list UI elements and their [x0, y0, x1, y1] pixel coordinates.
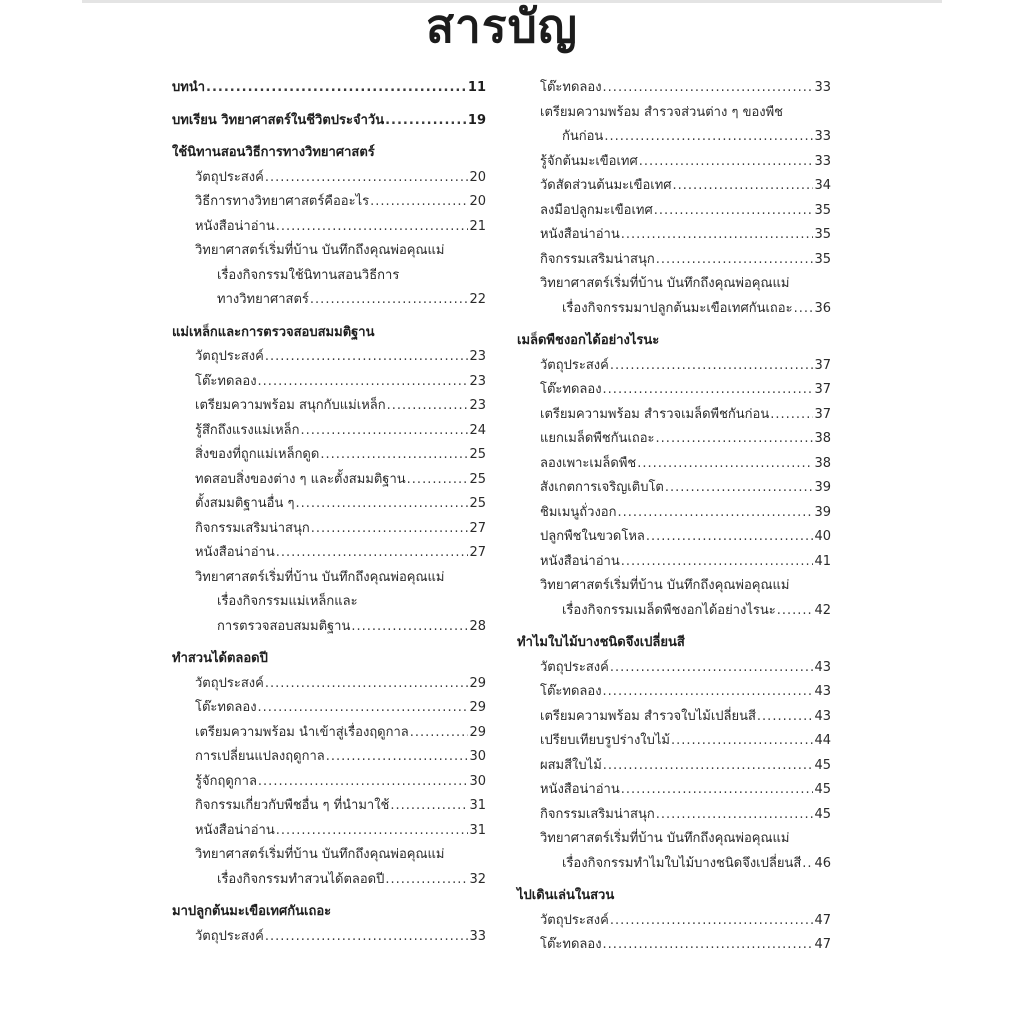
- toc-page-number: 29: [469, 700, 486, 715]
- toc-entry: [517, 378, 831, 403]
- toc-entry: [517, 297, 831, 322]
- toc-page-number: 20: [469, 169, 486, 185]
- dot-leader: [276, 541, 469, 566]
- toc-entry-title: เรื่องกิจกรรมมาปลูกต้นมะเขือเทศกันเถอะ: [562, 300, 793, 316]
- dot-leader: [265, 166, 469, 191]
- dot-leader: [618, 501, 814, 526]
- toc-entry-title: ทดสอบสิ่งของต่าง ๆ และตั้งสมมติฐาน: [195, 471, 406, 487]
- dot-leader: [410, 721, 469, 746]
- dot-leader: [802, 852, 813, 877]
- toc-entry: [172, 492, 486, 517]
- toc-entry-title: หนังสือน่าอ่าน: [540, 782, 620, 797]
- dot-leader: [265, 925, 469, 950]
- toc-page-number: 41: [814, 553, 831, 569]
- toc-entry-title: วิทยาศาสตร์เริ่มที่บ้าน บันทึกถึงคุณพ่อคุณแม่: [540, 831, 790, 846]
- toc-entry: [172, 517, 486, 542]
- toc-left-column: [172, 76, 486, 949]
- dot-leader: [258, 370, 469, 395]
- toc-page-number: 27: [469, 520, 486, 536]
- toc-entry: [517, 452, 831, 477]
- toc-entry-title: วัตถุประสงค์: [195, 675, 264, 691]
- dot-leader: [621, 778, 814, 803]
- toc-entry-title: วัดสัดส่วนต้นมะเขือเทศ: [540, 178, 672, 193]
- toc-page-number: 33: [814, 129, 831, 144]
- toc-entry-title: การเปลี่ยนแปลงฤดูกาล: [195, 749, 325, 764]
- toc-page-number: 33: [469, 928, 486, 944]
- toc-heading: [517, 329, 831, 354]
- toc-entry: [517, 574, 831, 599]
- toc-page-number: 44: [814, 733, 831, 748]
- toc-entry: [517, 778, 831, 803]
- toc-entry-title: เรื่องกิจกรรมทำไมใบไม้บางชนิดจึงเปลี่ยนสี: [562, 855, 802, 871]
- toc-page-number: 43: [814, 659, 831, 675]
- toc-entry-title: โต๊ะทดลอง: [195, 700, 257, 715]
- toc-entry-title: เปรียบเทียบรูปร่างใบไม้: [540, 733, 670, 748]
- dot-leader: [637, 452, 813, 477]
- dot-leader: [276, 215, 469, 240]
- toc-entry: [172, 166, 486, 191]
- dot-leader: [407, 468, 469, 493]
- toc-entry: [517, 174, 831, 199]
- dot-leader: [390, 794, 468, 819]
- toc-entry: [517, 223, 831, 248]
- toc-entry-title: เรื่องกิจกรรมเมล็ดพืชงอกได้อย่างไรนะ: [562, 602, 776, 618]
- toc-entry-title: กิจกรรมเสริมน่าสนุก: [540, 251, 655, 267]
- toc-page-number: 34: [814, 178, 831, 193]
- toc-entry: [172, 696, 486, 721]
- toc-page-number: 46: [814, 855, 831, 871]
- toc-entry-title: บทนำ: [172, 80, 206, 95]
- toc-page-number: 20: [469, 194, 486, 209]
- toc-entry-title: แยกเมล็ดพืชกันเถอะ: [540, 431, 655, 446]
- toc-entry-title: สิ่งของที่ถูกแม่เหล็กดูด: [195, 447, 320, 462]
- toc-entry-title: กิจกรรมเสริมน่าสนุก: [195, 520, 310, 536]
- toc-heading: [517, 631, 831, 656]
- toc-entry-title: เตรียมความพร้อม สำรวจเมล็ดพืชกันก่อน: [540, 406, 770, 422]
- toc-entry: [517, 501, 831, 526]
- toc-entry-title: ปลูกพืชในขวดโหล: [540, 529, 645, 544]
- toc-entry: [172, 925, 486, 950]
- dot-leader: [665, 476, 814, 501]
- toc-entry-title: ทางวิทยาศาสตร์: [217, 292, 309, 307]
- toc-entry: [517, 754, 831, 779]
- toc-page-number: 35: [814, 251, 831, 267]
- toc-entry-title: เมล็ดพืชงอกได้อย่างไรนะ: [517, 333, 660, 348]
- toc-page-number: 23: [469, 349, 486, 364]
- toc-entry: [517, 852, 831, 877]
- toc-entry: [172, 394, 486, 419]
- dot-leader: [621, 223, 814, 248]
- toc-entry: [172, 615, 486, 640]
- toc-entry-title: โต๊ะทดลอง: [540, 382, 602, 397]
- toc-page-number: 31: [469, 822, 486, 838]
- dot-leader: [610, 909, 814, 934]
- toc-page-number: 27: [469, 545, 486, 560]
- toc-entry: [517, 550, 831, 575]
- toc-entry: [172, 190, 486, 215]
- toc-entry-title: ชิมเมนูถั่วงอก: [540, 504, 617, 520]
- toc-entry: [517, 680, 831, 705]
- toc-entry-title: เรื่องกิจกรรมแม่เหล็กและ: [217, 594, 358, 609]
- dot-leader: [757, 705, 814, 730]
- toc-page-number: 37: [814, 406, 831, 422]
- toc-entry: [517, 827, 831, 852]
- toc-entry: [172, 868, 486, 893]
- dot-leader: [794, 297, 814, 322]
- toc-entry: [517, 272, 831, 297]
- toc-entry-title: สังเกตการเจริญเติบโต: [540, 480, 664, 495]
- toc-page-number: 23: [469, 398, 486, 413]
- toc-page-number: 25: [469, 471, 486, 487]
- dot-leader: [258, 696, 469, 721]
- toc-heading: [172, 900, 486, 925]
- toc-page-number: 47: [814, 937, 831, 952]
- toc-entry: [517, 150, 831, 175]
- dot-leader: [656, 248, 814, 273]
- toc-entry-title: บทเรียน วิทยาศาสตร์ในชีวิตประจำวัน: [172, 112, 385, 128]
- dot-leader: [265, 672, 469, 697]
- toc-entry-title: กิจกรรมเกี่ยวกับพืชอื่น ๆ ที่นำมาใช้: [195, 798, 390, 813]
- toc-entry-title: วัตถุประสงค์: [195, 349, 264, 364]
- toc-heading: [172, 141, 486, 166]
- toc-entry: [517, 599, 831, 624]
- toc-page-number: 37: [814, 382, 831, 397]
- toc-entry: [172, 721, 486, 746]
- toc-entry-title: โต๊ะทดลอง: [540, 937, 602, 952]
- toc-entry-title: เตรียมความพร้อม นำเข้าสู่เรื่องฤดูกาล: [195, 724, 409, 740]
- toc-page-number: 25: [469, 496, 486, 511]
- toc-entry: [517, 803, 831, 828]
- toc-page-number: 24: [469, 422, 486, 438]
- dot-leader: [276, 819, 469, 844]
- dot-leader: [603, 76, 814, 101]
- toc-page-number: 31: [469, 798, 486, 813]
- toc-entry: [517, 705, 831, 730]
- toc-entry-title: ตั้งสมมติฐานอื่น ๆ: [195, 496, 295, 511]
- toc-entry: [517, 76, 831, 101]
- toc-entry: [172, 770, 486, 795]
- toc-entry-title: กันก่อน: [562, 129, 604, 144]
- toc-entry: [172, 239, 486, 264]
- toc-entry-title: วิทยาศาสตร์เริ่มที่บ้าน บันทึกถึงคุณพ่อคุณแม่: [540, 578, 790, 593]
- toc-entry: [517, 125, 831, 150]
- toc-page-number: 39: [814, 480, 831, 495]
- dot-leader: [295, 492, 468, 517]
- toc-entry: [172, 264, 486, 289]
- dot-leader: [326, 745, 469, 770]
- dot-leader: [351, 615, 468, 640]
- toc-entry-title: แม่เหล็กและการตรวจสอบสมมติฐาน: [172, 324, 375, 340]
- toc-page-number: 35: [814, 227, 831, 242]
- dot-leader: [320, 443, 468, 468]
- toc-entry-title: วิทยาศาสตร์เริ่มที่บ้าน บันทึกถึงคุณพ่อคุณแม่: [195, 569, 445, 585]
- toc-page-number: 28: [469, 618, 486, 634]
- toc-page-number: 40: [814, 529, 831, 544]
- toc-entry: [517, 354, 831, 379]
- toc-page-number: 45: [814, 806, 831, 822]
- toc-page-number: 45: [814, 757, 831, 773]
- toc-entry: [517, 403, 831, 428]
- dot-leader: [610, 354, 814, 379]
- dot-leader: [770, 403, 813, 428]
- toc-heading: [517, 884, 831, 909]
- toc-entry-title: โต๊ะทดลอง: [540, 684, 602, 699]
- toc-entry: [172, 419, 486, 444]
- toc-entry-title: วิทยาศาสตร์เริ่มที่บ้าน บันทึกถึงคุณพ่อคุณแม่: [195, 847, 445, 862]
- dot-leader: [621, 550, 814, 575]
- dot-leader: [777, 599, 814, 624]
- toc-entry: [172, 819, 486, 844]
- dot-leader: [206, 76, 467, 101]
- dot-leader: [654, 199, 814, 224]
- toc-entry-title: เตรียมความพร้อม สนุกกับแม่เหล็ก: [195, 398, 386, 413]
- toc-entry: [517, 248, 831, 273]
- dot-leader: [603, 933, 814, 958]
- toc-entry-title: วัตถุประสงค์: [195, 928, 264, 944]
- toc-entry-title: หนังสือน่าอ่าน: [195, 545, 275, 560]
- dot-leader: [603, 378, 814, 403]
- toc-entry: [172, 370, 486, 395]
- toc-entry: [172, 745, 486, 770]
- dot-leader: [673, 174, 814, 199]
- toc-entry-title: รู้สึกถึงแรงแม่เหล็ก: [195, 422, 300, 438]
- toc-entry-title: วัตถุประสงค์: [540, 357, 609, 373]
- toc-entry: [172, 345, 486, 370]
- toc-page-number: 39: [814, 504, 831, 520]
- toc-entry: [172, 590, 486, 615]
- toc-entry-title: เรื่องกิจกรรมใช้นิทานสอนวิธีการ: [217, 267, 400, 283]
- dot-leader: [265, 345, 469, 370]
- toc-entry-title: เรื่องกิจกรรมทำสวนได้ตลอดปี: [217, 871, 385, 887]
- dot-leader: [370, 190, 468, 215]
- toc-entry-title: กิจกรรมเสริมน่าสนุก: [540, 806, 655, 822]
- toc-entry: [517, 199, 831, 224]
- toc-page-number: 19: [467, 112, 486, 128]
- toc-entry-title: หนังสือน่าอ่าน: [540, 227, 620, 242]
- toc-entry: [517, 476, 831, 501]
- toc-entry-title: วิทยาศาสตร์เริ่มที่บ้าน บันทึกถึงคุณพ่อคุณแม่: [540, 276, 790, 291]
- toc-entry-title: วิธีการทางวิทยาศาสตร์คืออะไร: [195, 194, 370, 209]
- toc-entry: [172, 541, 486, 566]
- toc-entry-title: วัตถุประสงค์: [195, 169, 264, 185]
- toc-entry-title: วิทยาศาสตร์เริ่มที่บ้าน บันทึกถึงคุณพ่อคุณแม่: [195, 243, 445, 258]
- toc-entry-title: ลงมือปลูกมะเขือเทศ: [540, 202, 653, 218]
- dot-leader: [385, 868, 468, 893]
- toc-entry-title: วัตถุประสงค์: [540, 659, 609, 675]
- toc-page-number: 37: [814, 357, 831, 373]
- toc-entry-title: รู้จักฤดูกาล: [195, 773, 257, 789]
- dot-leader: [639, 150, 814, 175]
- toc-heading: [172, 76, 486, 101]
- toc-page-number: 33: [814, 80, 831, 95]
- toc-entry: [172, 215, 486, 240]
- dot-leader: [671, 729, 813, 754]
- toc-entry-title: ลองเพาะเมล็ดพืช: [540, 455, 637, 471]
- toc-entry-title: รู้จักต้นมะเขือเทศ: [540, 153, 638, 169]
- toc-entry-title: โต๊ะทดลอง: [195, 373, 257, 389]
- toc-entry-title: ทำสวนได้ตลอดปี: [172, 651, 268, 666]
- toc-page-number: 47: [814, 912, 831, 928]
- dot-leader: [604, 125, 813, 150]
- toc-entry-title: เตรียมความพร้อม สำรวจส่วนต่าง ๆ ของพืช: [540, 104, 784, 120]
- dot-leader: [258, 770, 469, 795]
- dot-leader: [656, 803, 814, 828]
- toc-entry: [517, 909, 831, 934]
- toc-page-number: 30: [469, 773, 486, 789]
- toc-entry-title: ทำไมใบไม้บางชนิดจึงเปลี่ยนสี: [517, 635, 685, 650]
- toc-page-number: 11: [467, 80, 486, 95]
- dot-leader: [603, 754, 814, 779]
- toc-entry-title: ไปเดินเล่นในสวน: [517, 888, 615, 903]
- toc-entry-title: วัตถุประสงค์: [540, 912, 609, 928]
- toc-page-number: 36: [814, 300, 831, 316]
- toc-entry: [172, 794, 486, 819]
- dot-leader: [301, 419, 469, 444]
- toc-entry: [172, 443, 486, 468]
- toc-page-number: 43: [814, 708, 831, 724]
- dot-leader: [656, 427, 814, 452]
- toc-page-number: 29: [469, 724, 486, 740]
- toc-entry: [517, 933, 831, 958]
- toc-entry: [172, 288, 486, 313]
- toc-entry-title: เตรียมความพร้อม สำรวจใบไม้เปลี่ยนสี: [540, 708, 756, 724]
- toc-entry: [172, 672, 486, 697]
- dot-leader: [387, 394, 469, 419]
- dot-leader: [385, 109, 467, 134]
- toc-page-number: 38: [814, 431, 831, 446]
- toc-page-number: 29: [469, 675, 486, 691]
- dot-leader: [646, 525, 814, 550]
- toc-entry: [517, 101, 831, 126]
- toc-page-number: 32: [469, 871, 486, 887]
- toc-entry-title: การตรวจสอบสมมติฐาน: [217, 618, 351, 634]
- toc-entry: [517, 656, 831, 681]
- dot-leader: [311, 517, 469, 542]
- toc-entry-title: ผสมสีใบไม้: [540, 757, 602, 773]
- page-title: สารบัญ: [425, 0, 578, 53]
- dot-leader: [610, 656, 814, 681]
- toc-entry-title: โต๊ะทดลอง: [540, 80, 602, 95]
- toc-page-number: 42: [814, 602, 831, 618]
- toc-page-number: 30: [469, 749, 486, 764]
- toc-page-number: 33: [814, 153, 831, 169]
- toc-heading: [172, 321, 486, 346]
- toc-entry-title: มาปลูกต้นมะเขือเทศกันเถอะ: [172, 904, 332, 919]
- toc-page-number: 45: [814, 782, 831, 797]
- toc-entry-title: ใช้นิทานสอนวิธีการทางวิทยาศาสตร์: [172, 145, 375, 160]
- toc-entry: [172, 566, 486, 591]
- dot-leader: [310, 288, 469, 313]
- toc-page-number: 43: [814, 684, 831, 699]
- toc-page-number: 38: [814, 455, 831, 471]
- toc-heading: [172, 647, 486, 672]
- toc-entry-title: หนังสือน่าอ่าน: [195, 218, 275, 234]
- toc-page-number: 21: [469, 218, 486, 234]
- toc-right-column: [517, 76, 831, 958]
- toc-entry: [172, 468, 486, 493]
- toc-entry: [172, 843, 486, 868]
- toc-entry: [517, 427, 831, 452]
- toc-entry-title: หนังสือน่าอ่าน: [195, 822, 275, 838]
- toc-page-number: 35: [814, 202, 831, 218]
- toc-entry: [517, 729, 831, 754]
- toc-page-number: 23: [469, 373, 486, 389]
- toc-page-number: 25: [469, 447, 486, 462]
- dot-leader: [603, 680, 814, 705]
- toc-page-number: 22: [469, 292, 486, 307]
- toc-heading: [172, 109, 486, 134]
- toc-entry: [517, 525, 831, 550]
- toc-entry-title: หนังสือน่าอ่าน: [540, 553, 620, 569]
